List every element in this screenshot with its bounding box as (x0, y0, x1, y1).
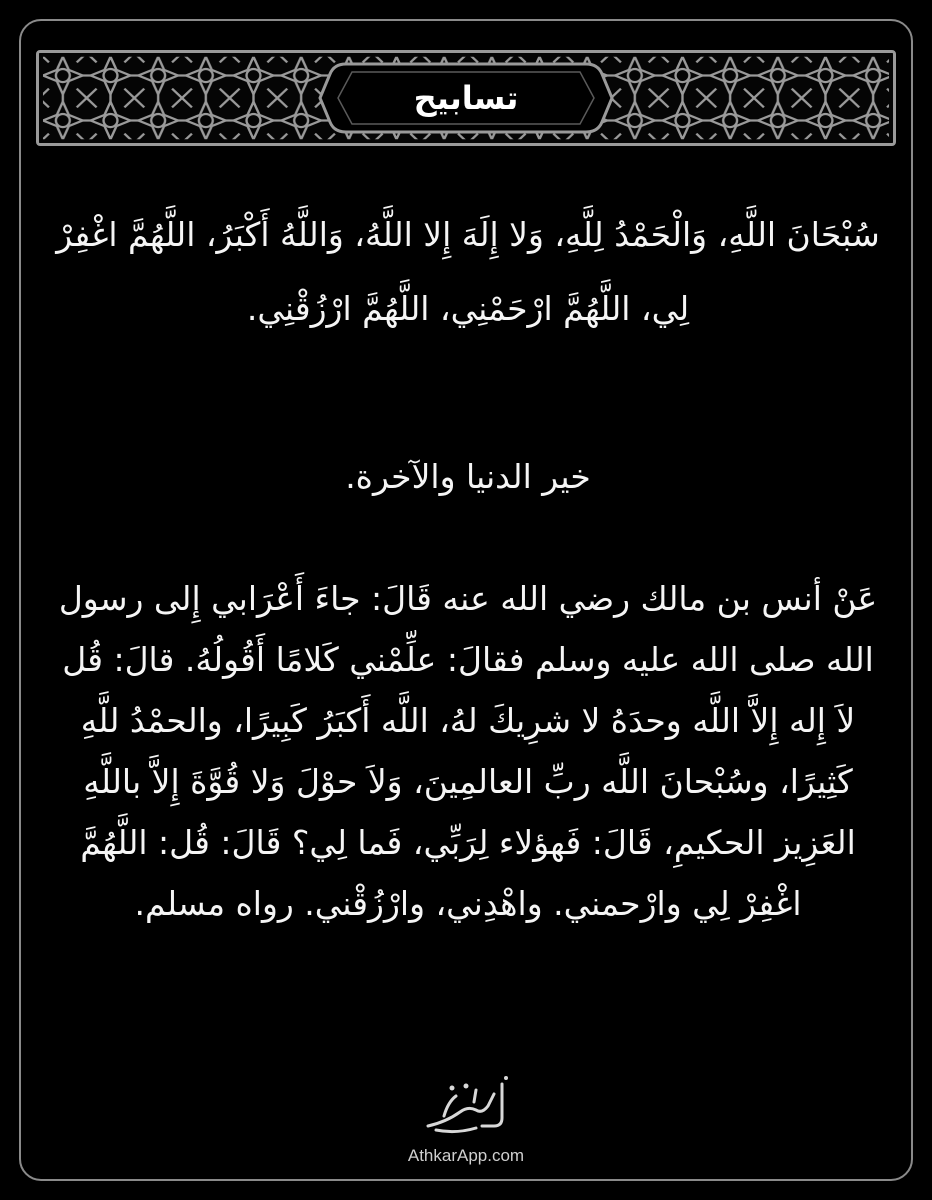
header-banner (36, 50, 896, 146)
virtue-text: خير الدنيا والآخرة. (345, 457, 591, 496)
app-logo (416, 1072, 516, 1138)
hadith-text: عَنْ أنس بن مالك رضي الله عنه قَالَ: جاءَ أَعْرَابي إِلى رسول الله صلى الله عليه وسلم فقالَ: علِّمْني كَلامًا أَقُولُهُ. قالَ: قُل لاَ إِله إِلاَّ اللَّه وحدَهُ لا شرِيكَ لهُ، اللَّه أَكبَرُ كَبِيرًا، والحمْدُ للَّهِ كَثِيرًا، وسُبْحانَ اللَّه ربِّ العالمِينَ، وَلاَ حوْلَ وَلا قُوَّةَ إِلاَّ باللَّهِ العَزِيز الحكيمِ، قَالَ: فَهؤلاء لِرَبِّي، فَما لِي؟ قَالَ: قُل: اللَّهُمَّ اغْفِرْ لِي وارْحمني. واهْدِني، وارْزُقْني. رواه مسلم. (58, 579, 878, 923)
athkar-logo-icon (416, 1072, 516, 1138)
page-title: تسابيح (413, 79, 519, 117)
website-url[interactable]: AthkarApp.com (407, 1146, 525, 1165)
dhikr-text: سُبْحَانَ اللَّهِ، وَالْحَمْدُ لِلَّهِ، وَلا إِلَهَ إِلا اللَّهُ، وَاللَّهُ أَكْبَرُ، اللَّهُمَّ اغْفِرْ لِي، اللَّهُمَّ ارْحَمْنِي، اللَّهُمَّ ارْزُقْنِي. (56, 215, 880, 328)
title-plate (316, 60, 616, 136)
